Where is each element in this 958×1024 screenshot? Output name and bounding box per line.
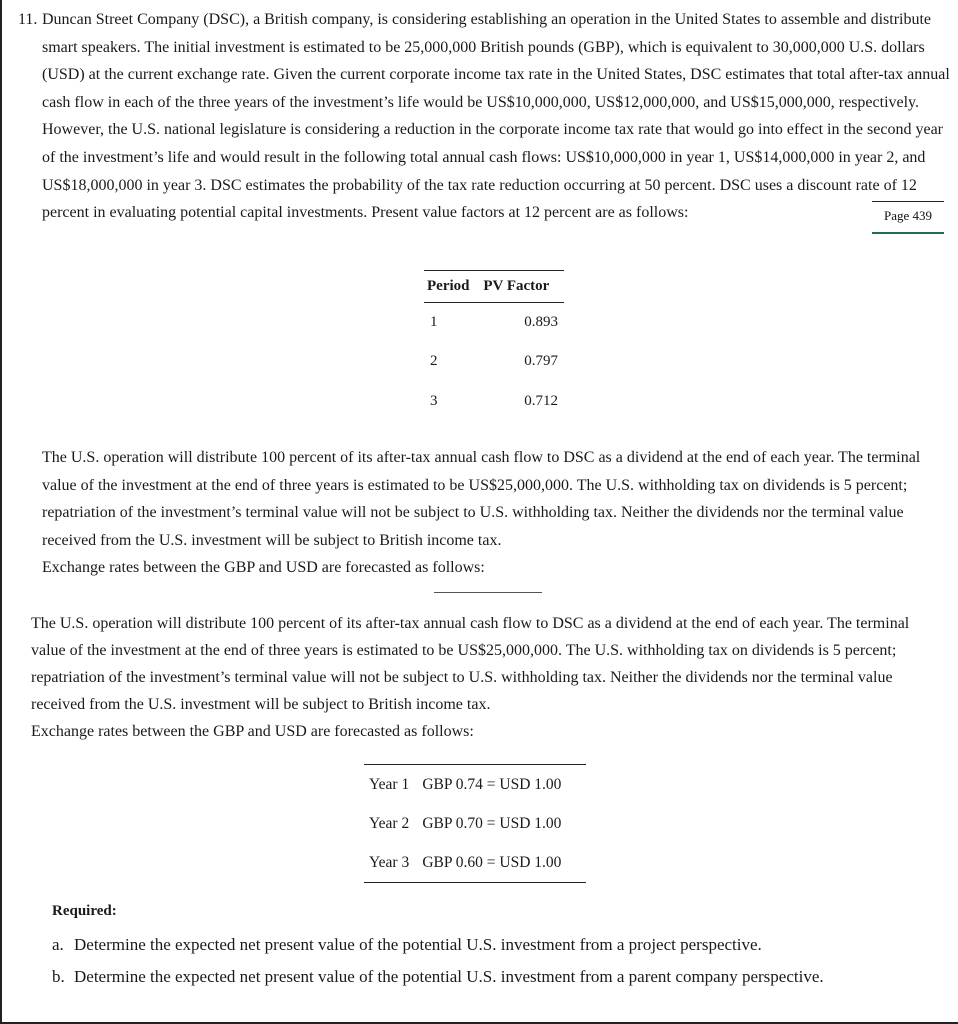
problem-text: Duncan Street Company (DSC), a British company, is considering establishing an operation in the United States to assemble and distribute smart speakers. The initial investment is estimated to be 25,000,000 British pounds (GBP), which is equivalent to 30,000,000 U.S. dollars (USD) at the current exchange rate. Given the current corporate income tax rate in the United States, DSC estimates that total after-tax annual cash flow in each of the three years of the investment’s life would be US$10,000,000, US$12,000,000, and US$15,000,000, respectively. However, the U.S. national legislature is considering a reduction in the corporate income tax rate that would go into effect in the second year of the investment’s life and would result in the following total annual cash flows: US$10,000,000 in year 1, US$14,000,000 in year 2, and US$18,000,000 in year 3. DSC estimates the probability of the tax rate reduction occurring at 50 percent. DSC uses a discount rate of 12 percent in evaluating potential capital investments. Present value factors at 12 percent are as follows: xyxy=(42,11,950,222)
rate-cell: GBP 0.74 = USD 1.00 xyxy=(419,765,586,805)
year-cell: Year 2 xyxy=(369,814,410,832)
exchange-intro: Exchange rates between the GBP and USD are forecasted as follows: xyxy=(42,559,485,576)
pv-factor-cell: 0.893 xyxy=(524,313,558,330)
required-heading: Required: xyxy=(52,903,117,919)
rate-cell: GBP 0.60 = USD 1.00 xyxy=(419,843,586,883)
table-row xyxy=(424,341,564,381)
problem-number: 11. xyxy=(18,11,38,28)
dividend-text-repeat: The U.S. operation will distribute 100 percent of its after-tax annual cash flow to DSC as a dividend at the end of each year. The terminal value of the investment at the end of three years is estimated to be US$25,000,000. The U.S. withholding tax on dividends is 5 percent; repatriation of the investment’s terminal value will not be subject to U.S. withholding tax. Neither the dividends nor the terminal value received from the U.S. investment will be subject to British income tax. xyxy=(31,615,910,713)
year-cell: Year 1 xyxy=(364,765,419,805)
rate-cell: GBP 0.70 = USD 1.00 xyxy=(422,814,562,832)
required-item-b xyxy=(52,967,824,987)
problem-paragraph xyxy=(18,6,950,227)
period-header: Period xyxy=(424,271,480,303)
exchange-intro-repeat: Exchange rates between the GBP and USD are forecasted as follows: xyxy=(31,723,474,740)
table-row xyxy=(424,303,564,342)
divider xyxy=(434,592,542,593)
dividend-paragraph xyxy=(42,444,950,582)
item-text: Determine the expected net present value of the potential U.S. investment from a parent company perspective. xyxy=(74,967,824,986)
year-cell: Year 3 xyxy=(364,843,419,883)
pv-factor-table xyxy=(424,270,564,421)
period-cell: 1 xyxy=(430,313,438,330)
pv-factor-cell: 0.797 xyxy=(524,352,558,369)
pv-factor-cell: 0.712 xyxy=(524,392,558,409)
table-row xyxy=(424,381,564,421)
item-text: Determine the expected net present value of the potential U.S. investment from a project perspective. xyxy=(74,935,762,954)
required-item-a xyxy=(52,935,762,955)
table-row xyxy=(364,843,586,883)
page-marker: Page 439 xyxy=(872,201,944,234)
table-row xyxy=(364,765,586,805)
period-cell: 3 xyxy=(430,392,438,409)
pv-factor-header: PV Factor xyxy=(480,271,564,303)
exchange-rate-table xyxy=(364,764,586,883)
item-letter: a. xyxy=(52,935,64,954)
table-header-row xyxy=(424,271,564,303)
item-letter: b. xyxy=(52,967,65,986)
dividend-text: The U.S. operation will distribute 100 percent of its after-tax annual cash flow to DSC as a dividend at the end of each year. The terminal value of the investment at the end of three years is estimated to be US$25,000,000. The U.S. withholding tax on dividends is 5 percent; repatriation of the investment’s terminal value will not be subject to U.S. withholding tax. Neither the dividends nor the terminal value received from the U.S. investment will be subject to British income tax. xyxy=(42,449,921,549)
page-border-left xyxy=(0,0,2,1024)
dividend-paragraph-repeat xyxy=(31,610,939,745)
table-row xyxy=(364,804,586,843)
period-cell: 2 xyxy=(430,352,438,369)
